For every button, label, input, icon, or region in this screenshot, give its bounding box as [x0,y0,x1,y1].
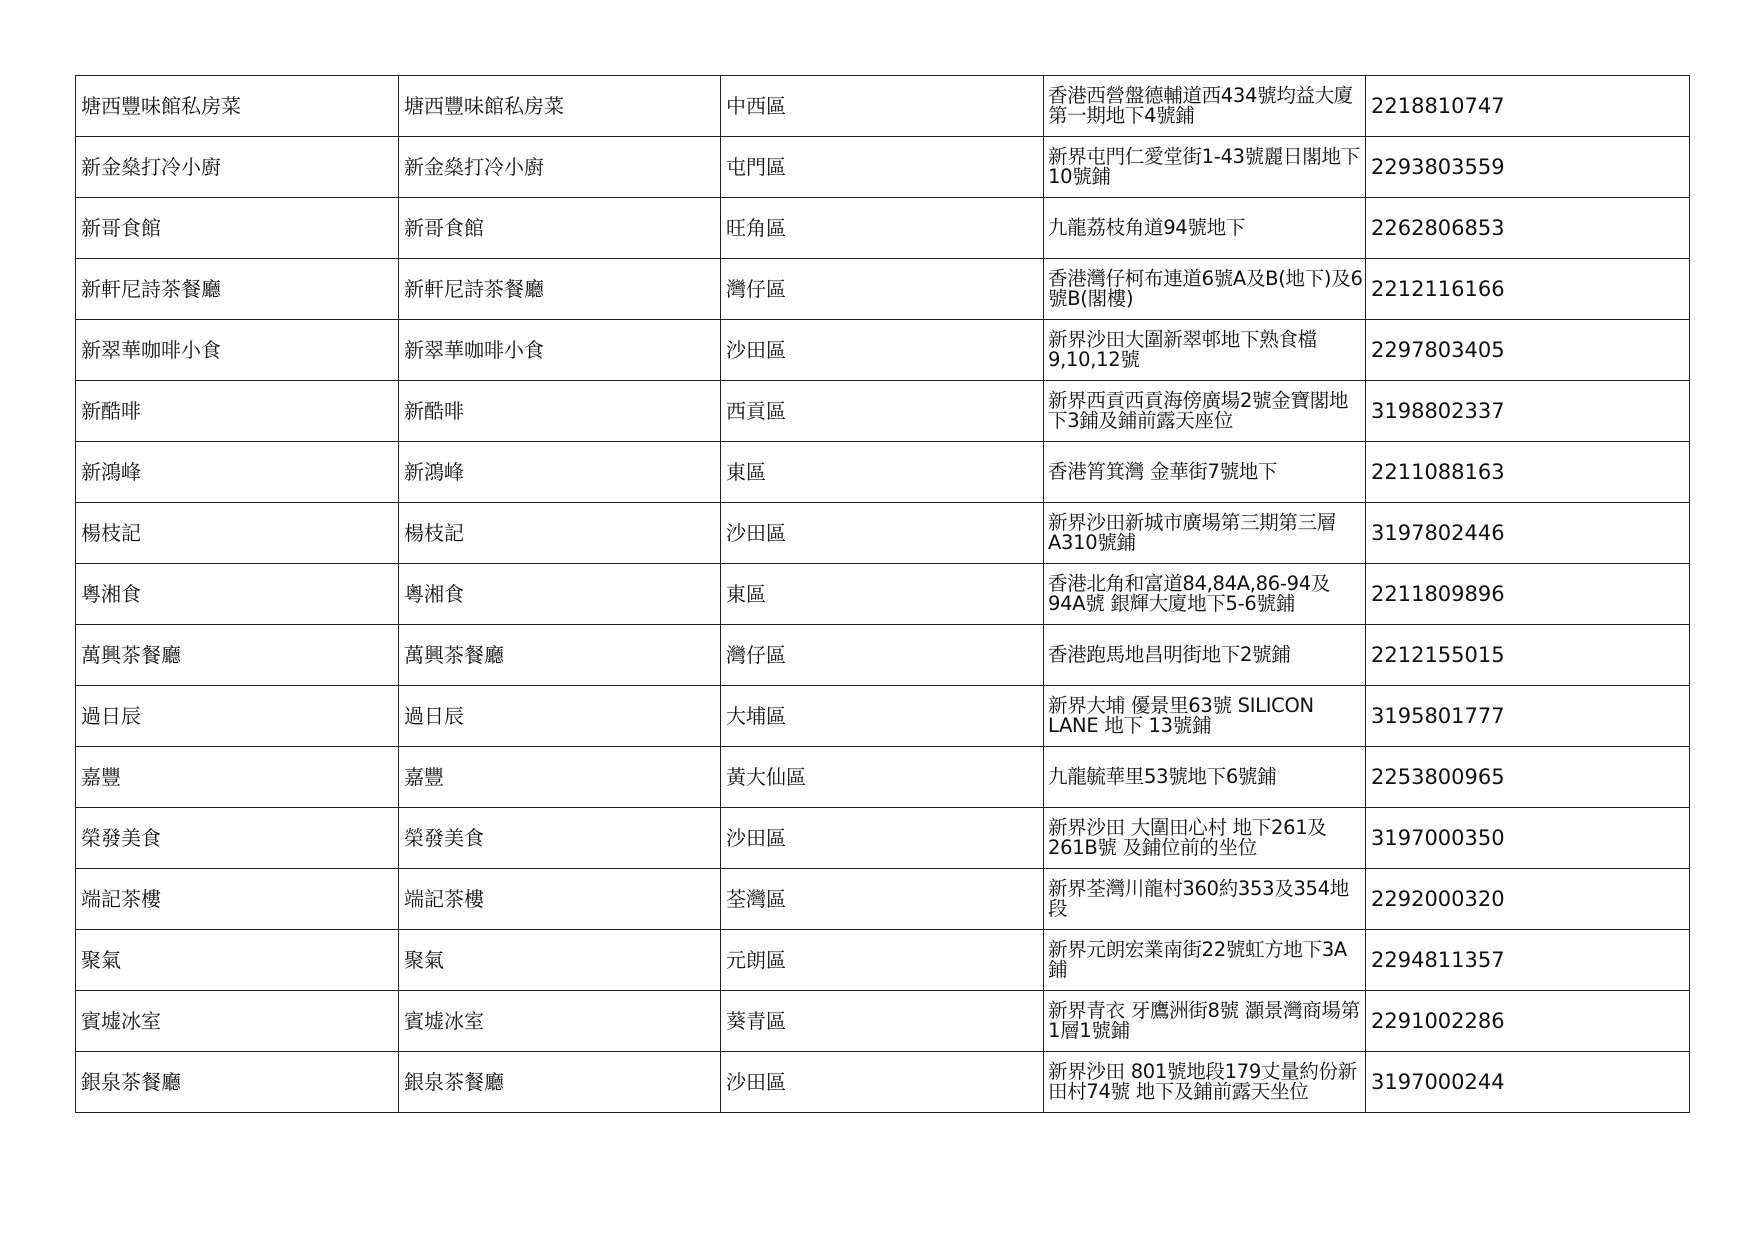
restaurant-table [75,75,1690,1113]
licence-name-cell: 新翠華咖啡小食 [399,320,721,381]
phone-cell: 2218810747 [1366,76,1690,137]
phone-cell: 2292000320 [1366,869,1690,930]
address-cell: 九龍荔枝角道94號地下 [1044,198,1366,259]
restaurant-name-cell: 新軒尼詩茶餐廳 [76,259,399,320]
table-row [76,137,1690,198]
phone-cell: 2262806853 [1366,198,1690,259]
address-cell: 香港灣仔柯布連道6號A及B(地下)及6號B(閣樓) [1044,259,1366,320]
address-cell: 新界沙田大圍新翠邨地下熟食檔9,10,12號 [1044,320,1366,381]
address-cell: 新界大埔 優景里63號 SILICON LANE 地下 13號鋪 [1044,686,1366,747]
phone-cell: 2211809896 [1366,564,1690,625]
licence-name-cell: 過日辰 [399,686,721,747]
restaurant-name-cell: 新金燊打冷小廚 [76,137,399,198]
address-cell: 香港筲箕灣 金華街7號地下 [1044,442,1366,503]
table-row [76,930,1690,991]
licence-name-cell: 萬興茶餐廳 [399,625,721,686]
table-row [76,564,1690,625]
table-body [76,76,1690,1113]
district-cell: 旺角區 [721,198,1044,259]
phone-cell: 3197000244 [1366,1052,1690,1113]
licence-name-cell: 賓墟冰室 [399,991,721,1052]
licence-name-cell: 端記茶樓 [399,869,721,930]
phone-cell: 2291002286 [1366,991,1690,1052]
address-cell: 九龍毓華里53號地下6號鋪 [1044,747,1366,808]
restaurant-name-cell: 粵湘食 [76,564,399,625]
restaurant-name-cell: 萬興茶餐廳 [76,625,399,686]
phone-cell: 3195801777 [1366,686,1690,747]
licence-name-cell: 新哥食館 [399,198,721,259]
table-row [76,808,1690,869]
phone-cell: 2293803559 [1366,137,1690,198]
table-row [76,503,1690,564]
phone-cell: 3197000350 [1366,808,1690,869]
address-cell: 新界元朗宏業南街22號虹方地下3A鋪 [1044,930,1366,991]
table-row [76,320,1690,381]
district-cell: 荃灣區 [721,869,1044,930]
licence-name-cell: 新酷啡 [399,381,721,442]
district-cell: 沙田區 [721,808,1044,869]
table-row [76,198,1690,259]
address-cell: 新界沙田 大圍田心村 地下261及261B號 及鋪位前的坐位 [1044,808,1366,869]
phone-cell: 2297803405 [1366,320,1690,381]
address-cell: 新界荃灣川龍村360約353及354地段 [1044,869,1366,930]
licence-name-cell: 新金燊打冷小廚 [399,137,721,198]
table-row [76,442,1690,503]
district-cell: 東區 [721,564,1044,625]
restaurant-name-cell: 銀泉茶餐廳 [76,1052,399,1113]
licence-name-cell: 塘西豐味館私房菜 [399,76,721,137]
district-cell: 東區 [721,442,1044,503]
restaurant-name-cell: 端記茶樓 [76,869,399,930]
restaurant-name-cell: 賓墟冰室 [76,991,399,1052]
table-row [76,76,1690,137]
restaurant-name-cell: 榮發美食 [76,808,399,869]
address-cell: 香港跑馬地昌明街地下2號鋪 [1044,625,1366,686]
address-cell: 香港西營盤德輔道西434號均益大廈第一期地下4號鋪 [1044,76,1366,137]
district-cell: 黃大仙區 [721,747,1044,808]
licence-name-cell: 新軒尼詩茶餐廳 [399,259,721,320]
restaurant-name-cell: 嘉豐 [76,747,399,808]
phone-cell: 2212116166 [1366,259,1690,320]
address-cell: 新界沙田新城市廣場第三期第三層A310號鋪 [1044,503,1366,564]
address-cell: 新界西貢西貢海傍廣場2號金寶閣地下3鋪及鋪前露天座位 [1044,381,1366,442]
phone-cell: 3198802337 [1366,381,1690,442]
table-row [76,625,1690,686]
phone-cell: 3197802446 [1366,503,1690,564]
licence-name-cell: 粵湘食 [399,564,721,625]
address-cell: 新界屯門仁愛堂街1-43號麗日閣地下10號鋪 [1044,137,1366,198]
restaurant-name-cell: 新哥食館 [76,198,399,259]
address-cell: 新界青衣 牙鷹洲街8號 灝景灣商場第1層1號鋪 [1044,991,1366,1052]
table-row [76,991,1690,1052]
district-cell: 沙田區 [721,1052,1044,1113]
table-row [76,747,1690,808]
district-cell: 中西區 [721,76,1044,137]
district-cell: 西貢區 [721,381,1044,442]
district-cell: 灣仔區 [721,259,1044,320]
district-cell: 沙田區 [721,320,1044,381]
restaurant-name-cell: 新酷啡 [76,381,399,442]
restaurant-name-cell: 新鴻峰 [76,442,399,503]
licence-name-cell: 榮發美食 [399,808,721,869]
district-cell: 葵青區 [721,991,1044,1052]
restaurant-name-cell: 過日辰 [76,686,399,747]
phone-cell: 2211088163 [1366,442,1690,503]
district-cell: 灣仔區 [721,625,1044,686]
table-row [76,259,1690,320]
phone-cell: 2294811357 [1366,930,1690,991]
table-row [76,869,1690,930]
phone-cell: 2253800965 [1366,747,1690,808]
district-cell: 元朗區 [721,930,1044,991]
restaurant-name-cell: 塘西豐味館私房菜 [76,76,399,137]
restaurant-name-cell: 楊枝記 [76,503,399,564]
licence-name-cell: 楊枝記 [399,503,721,564]
phone-cell: 2212155015 [1366,625,1690,686]
licence-name-cell: 聚氣 [399,930,721,991]
district-cell: 沙田區 [721,503,1044,564]
district-cell: 屯門區 [721,137,1044,198]
restaurant-name-cell: 新翠華咖啡小食 [76,320,399,381]
district-cell: 大埔區 [721,686,1044,747]
address-cell: 香港北角和富道84,84A,86-94及94A號 銀輝大廈地下5-6號鋪 [1044,564,1366,625]
licence-name-cell: 新鴻峰 [399,442,721,503]
table-row [76,381,1690,442]
table-row [76,686,1690,747]
restaurant-name-cell: 聚氣 [76,930,399,991]
licence-name-cell: 嘉豐 [399,747,721,808]
licence-name-cell: 銀泉茶餐廳 [399,1052,721,1113]
address-cell: 新界沙田 801號地段179丈量約份新田村74號 地下及鋪前露天坐位 [1044,1052,1366,1113]
table-row [76,1052,1690,1113]
